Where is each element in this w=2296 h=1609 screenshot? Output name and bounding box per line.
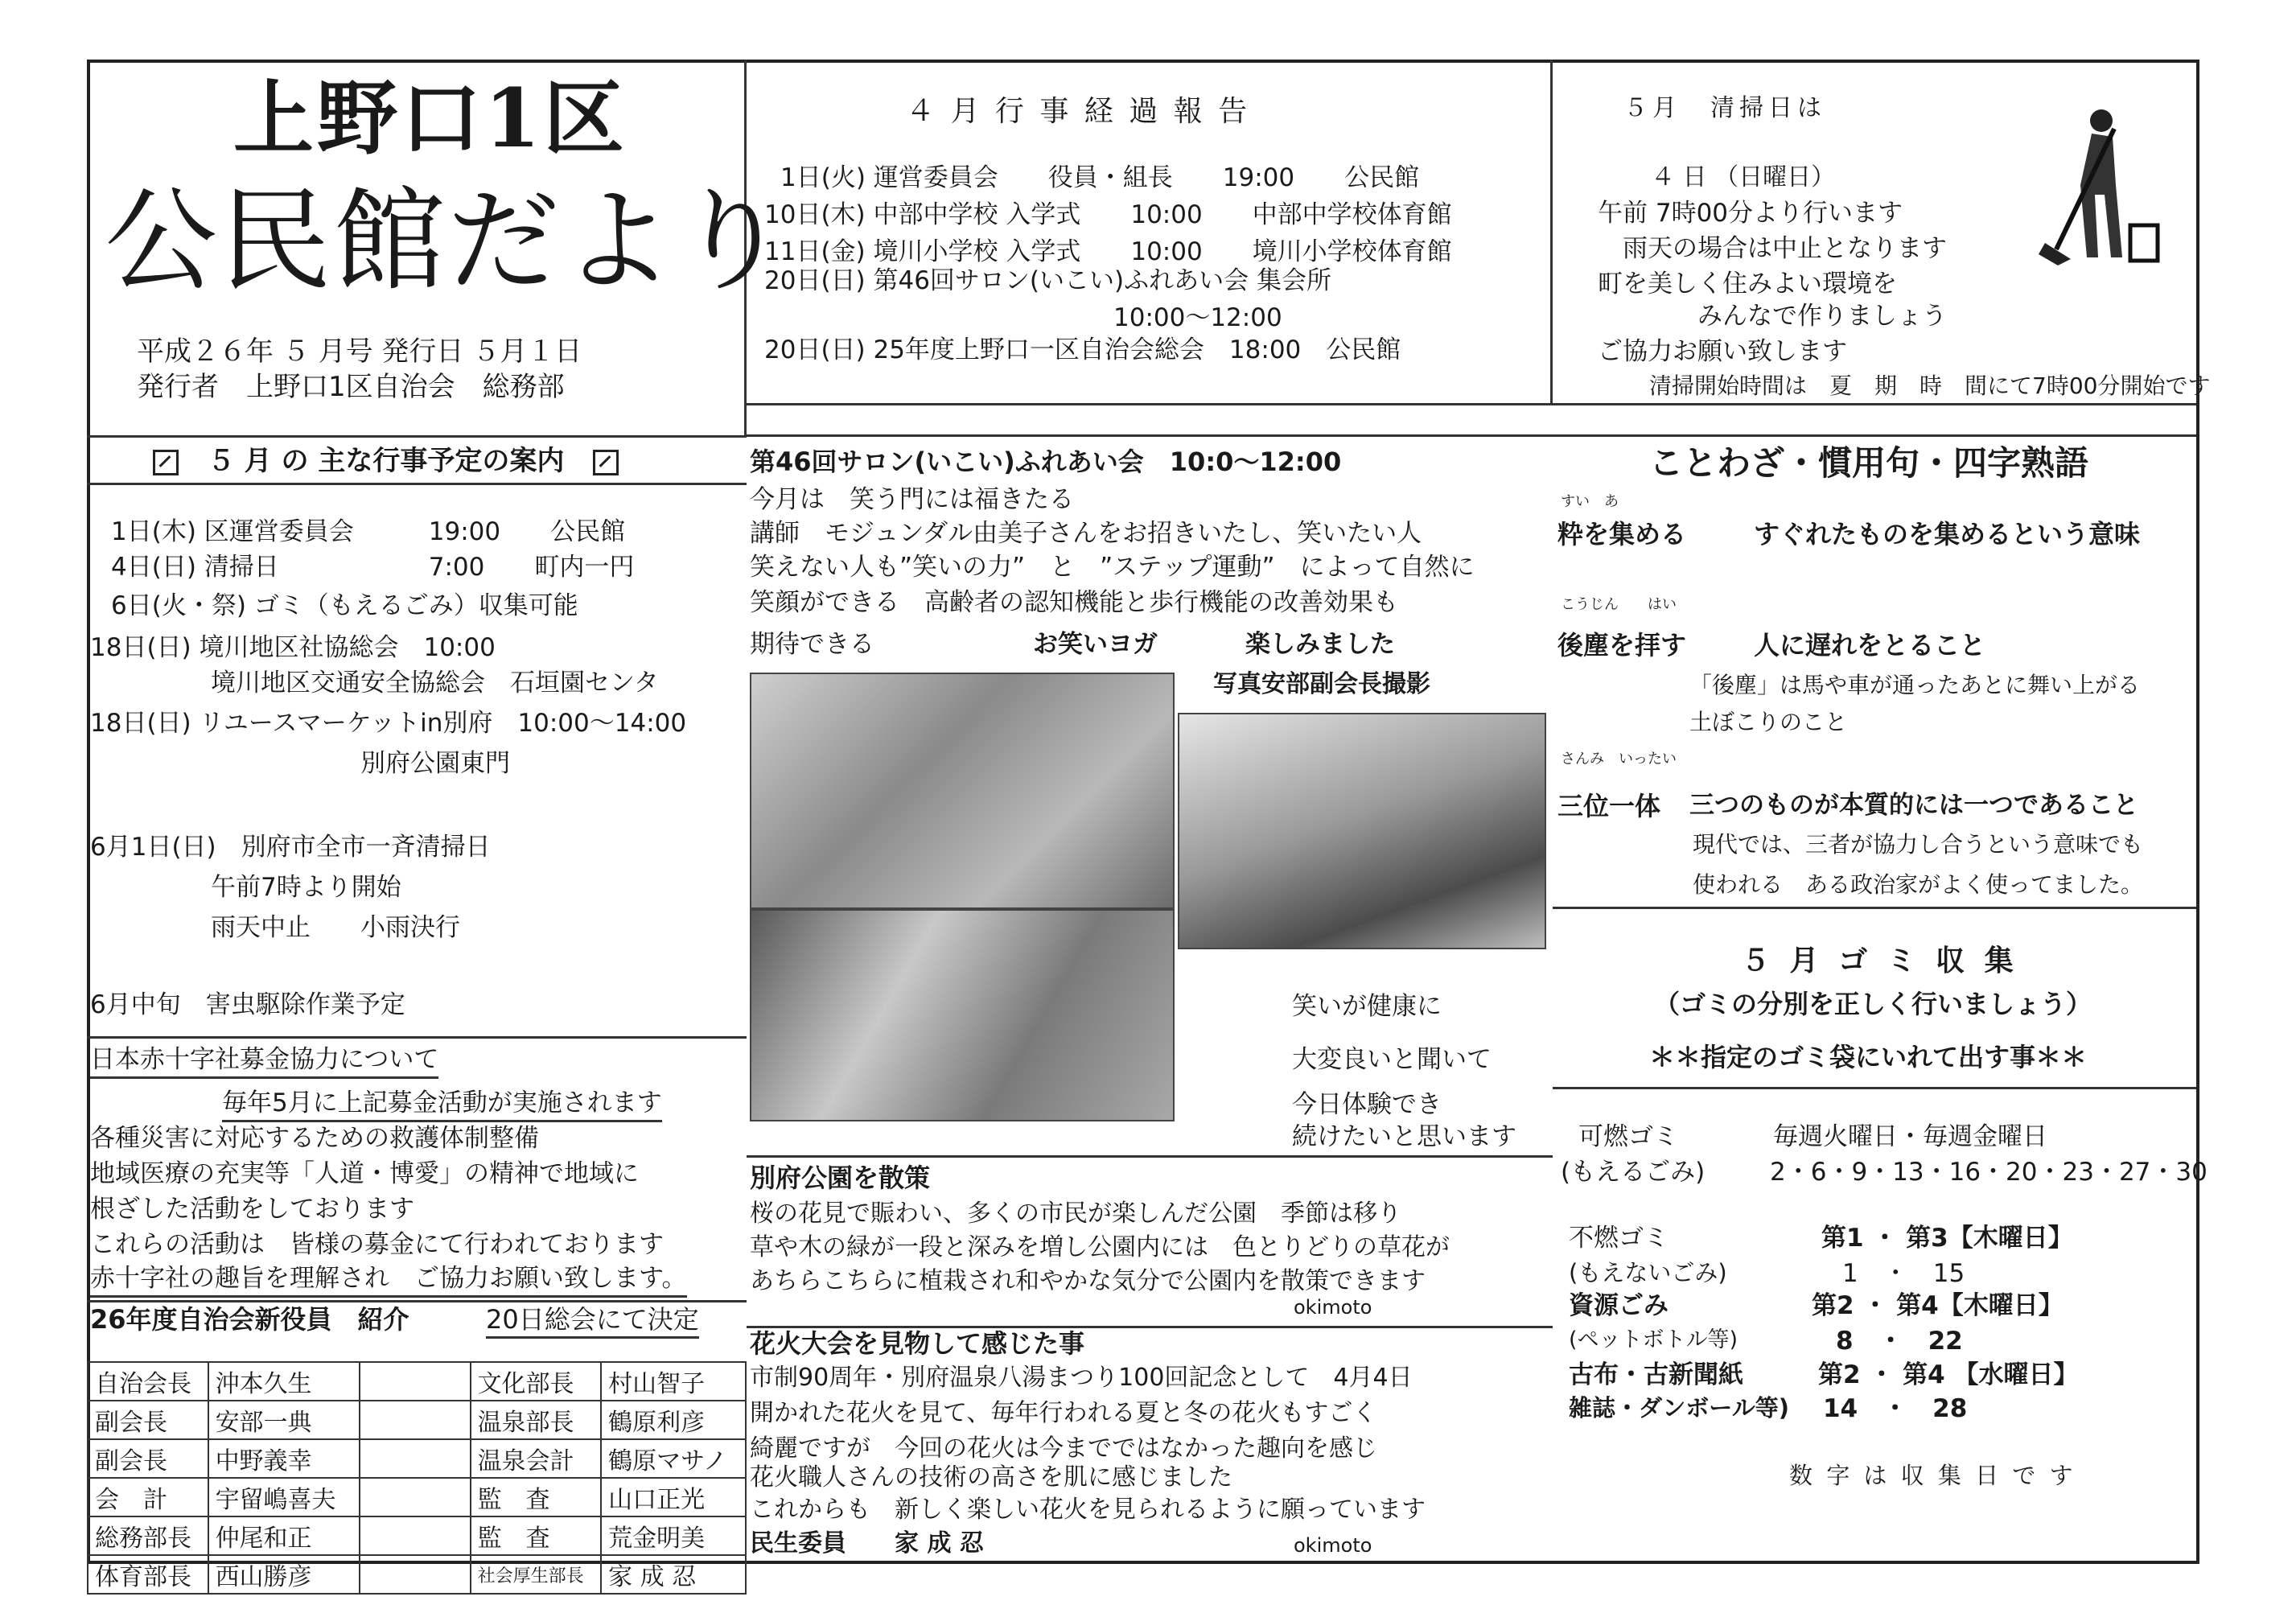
officer-role: 会 計 <box>88 1478 208 1516</box>
officer-role: 総務部長 <box>88 1516 208 1555</box>
park-title: 別府公園を散策 <box>750 1163 931 1193</box>
event-item: 境川地区交通安全協総会 石垣園センタ <box>161 669 659 698</box>
officer-row <box>88 1478 746 1516</box>
park-author: okimoto <box>1294 1296 1372 1319</box>
event-item: 別府公園東門 <box>161 749 510 778</box>
proverb-note: 「後塵」は馬や車が通ったあとに舞い上がる <box>1689 672 2141 698</box>
salon-line: 笑えない人も”笑いの力” と ”ステップ運動” によって自然に <box>750 553 1475 582</box>
proverb-word: 粋を集める <box>1557 519 1687 549</box>
title-line2: 公民館だより <box>105 176 791 307</box>
officers-divider <box>87 1300 747 1302</box>
fireworks-footer: 民生委員 家 成 忍 <box>750 1529 984 1558</box>
officers-table <box>87 1361 747 1595</box>
park-divider <box>747 1155 1553 1158</box>
officers-title: 26年度自治会新役員 紹介 <box>90 1304 409 1335</box>
june-item: 6月中旬 害虫駆除作業予定 <box>90 990 405 1019</box>
officer-row <box>88 1555 746 1594</box>
proverb-note: 使われる ある政治家がよく使ってました。 <box>1693 871 2144 898</box>
april-report-title: ４ 月 行 事 経 過 報 告 <box>906 95 1251 128</box>
fireworks-author: okimoto <box>1294 1534 1372 1557</box>
events-heading-text: ５ 月 の 主な行事予定の案内 <box>207 445 565 477</box>
salon-comment: 大変良いと聞いて <box>1292 1045 1492 1074</box>
burnable-label: 可燃ゴミ <box>1578 1122 1678 1151</box>
redcross-line: 地域医療の充実等「人道・博愛」の精神で地域に <box>90 1159 639 1188</box>
salon-line-last-a: 期待できる <box>750 630 874 659</box>
officer-spacer <box>360 1555 471 1594</box>
officer-name: 宇留嶋喜夫 <box>208 1478 360 1516</box>
officer-role: 体育部長 <box>88 1555 208 1594</box>
officer-name: 中野義幸 <box>208 1439 360 1478</box>
june-item: 雨天中止 小雨決行 <box>161 913 460 942</box>
fireworks-title: 花火大会を見物して感じた事 <box>750 1328 1085 1359</box>
nonburn-label: 不燃ゴミ <box>1569 1224 1669 1253</box>
fireworks-line: 綺麗ですが 今回の花火は今までではなかった趣向を感じ <box>750 1434 1377 1463</box>
proverb-ruby: すい あ <box>1561 493 1619 510</box>
cleaning-date: ４ 日 （日曜日） <box>1651 163 1836 191</box>
nonburn-sub: (もえないごみ) <box>1569 1259 1727 1286</box>
officer-name: 家 成 忍 <box>601 1555 746 1594</box>
title-line1: 上野口1区 <box>233 71 627 166</box>
redcross-line: これらの活動は 皆様の募金にて行われております <box>90 1230 664 1259</box>
cloth-label: 古布・古新聞紙 <box>1569 1360 1743 1389</box>
garbage-footer: 数 字 は 収 集 日 で す <box>1789 1462 2076 1489</box>
officer-spacer <box>360 1516 471 1555</box>
resource-label: 資源ごみ <box>1569 1291 1669 1320</box>
april-report-line: 10日(木) 中部中学校 入学式 10:00 中部中学校体育館 <box>764 200 1452 229</box>
fireworks-line: 花火職人さんの技術の高さを肌に感じました <box>750 1463 1232 1492</box>
checkbox-icon <box>593 450 619 475</box>
resource-days: 第2 ・ 第4【木曜日】 <box>1812 1291 2064 1320</box>
park-line: 草や木の緑が一段と深みを増し公園内には 色とりどりの草花が <box>750 1233 1450 1261</box>
cleaning-line: 町を美しく住みよい環境を <box>1598 270 1897 298</box>
event-item: 1日(木) 区運営委員会 19:00 公民館 <box>111 517 626 546</box>
proverb-meaning: 人に遅れをとること <box>1754 630 1986 660</box>
resource-dates: 8 ・ 22 <box>1836 1327 1963 1356</box>
officer-spacer <box>360 1401 471 1439</box>
cleaning-line: みんなで作りましょう <box>1598 302 1947 331</box>
redcross-line: 赤十字社の趣旨を理解され ご協力お願い致します。 <box>90 1265 687 1298</box>
garbage-notice: ＊＊指定のゴミ袋にいれて出す事＊＊ <box>1649 1042 2088 1072</box>
officer-name: 鶴原マサノ <box>601 1439 746 1478</box>
event-item: 6日(火・祭) ゴミ（もえるごみ）収集可能 <box>111 591 578 620</box>
bucket <box>2130 225 2158 261</box>
fireworks-line: 市制90周年・別府温泉八湯まつり100回記念として 4月4日 <box>750 1364 1413 1392</box>
burnable-days: 毎週火曜日・毎週金曜日 <box>1773 1122 2047 1151</box>
events-heading <box>153 446 619 477</box>
officer-role: 社会厚生部長 <box>471 1555 602 1594</box>
officer-role: 自治会長 <box>88 1362 208 1401</box>
officer-role: 温泉部長 <box>471 1401 602 1439</box>
april-report-line: 20日(日) 第46回サロン(いこい)ふれあい会 集会所 <box>764 266 1331 295</box>
officer-spacer <box>360 1362 471 1401</box>
salon-photo-2 <box>1178 713 1546 949</box>
officer-name: 安部一典 <box>208 1401 360 1439</box>
officer-role: 監 査 <box>471 1516 602 1555</box>
redcross-line: 根ざした活動をしております <box>90 1195 414 1224</box>
officers-note: 20日総会にて決定 <box>486 1305 699 1339</box>
fireworks-line: これからも 新しく楽しい花火を見られるように願っています <box>750 1496 1426 1524</box>
salon-line: 今月は 笑う門には福きたる <box>750 485 1074 514</box>
broom-head <box>2039 243 2071 265</box>
proverb-word: 三位一体 <box>1557 791 1661 821</box>
salon-photo-3 <box>750 909 1175 1121</box>
cleaning-title: ５月 清掃日は <box>1623 94 1826 122</box>
burnable-sub: (もえるごみ) <box>1561 1158 1706 1187</box>
officer-name: 西山勝彦 <box>208 1555 360 1594</box>
garbage-title: ５ 月 ゴ ミ 収 集 <box>1741 944 2018 977</box>
officer-role: 副会長 <box>88 1439 208 1478</box>
officer-spacer <box>360 1439 471 1478</box>
salon-comment: 笑いが健康に <box>1292 992 1442 1021</box>
cloth-dates: 14 ・ 28 <box>1823 1394 1968 1423</box>
salon-top-line <box>747 434 1553 437</box>
cleaning-line: 雨天の場合は中止となります <box>1598 234 1947 263</box>
officer-role: 文化部長 <box>471 1362 602 1401</box>
officer-name: 山口正光 <box>601 1478 746 1516</box>
proverb-note: 現代では、三者が協力し合うという意味でも <box>1693 831 2144 858</box>
proverb-meaning: 三つのものが本質的には一つであること <box>1689 791 2138 820</box>
officer-role: 温泉会計 <box>471 1439 602 1478</box>
cloth-sub: 雑誌・ダンボール等) <box>1569 1394 1789 1422</box>
officer-role: 副会長 <box>88 1401 208 1439</box>
proverbs-title: ことわざ・慣用句・四字熟語 <box>1649 443 2089 483</box>
redcross-title: 日本赤十字社募金協力について <box>90 1046 438 1079</box>
april-report-line: 11日(金) 境川小学校 入学式 10:00 境川小学校体育館 <box>764 237 1452 266</box>
salon-line-last-c: 楽しみました <box>1245 630 1395 659</box>
event-item: 18日(日) リユースマーケットin別府 10:00〜14:00 <box>90 709 687 738</box>
proverb-word: 後塵を拝す <box>1557 630 1687 660</box>
officer-row <box>88 1439 746 1478</box>
event-item: 4日(日) 清掃日 7:00 町内一円 <box>111 553 635 582</box>
sweeper-illustration <box>2034 105 2162 274</box>
april-report-line: 1日(火) 運営委員会 役員・組長 19:00 公民館 <box>780 163 1420 192</box>
june-item: 6月1日(日) 別府市全市一斉清掃日 <box>90 833 491 862</box>
cleaning-line: ご協力お願い致します <box>1598 337 1847 366</box>
park-line: あちらこちらに植栽され和やかな気分で公園内を散策できます <box>750 1267 1426 1295</box>
checkbox-icon <box>153 450 179 475</box>
officer-row <box>88 1516 746 1555</box>
officer-row <box>88 1401 746 1439</box>
salon-line: 講師 モジュンダル由美子さんをお招きいたし、笑いたい人 <box>750 519 1422 548</box>
publisher: 発行者 上野口1区自治会 総務部 <box>137 371 565 403</box>
officer-name: 荒金明美 <box>601 1516 746 1555</box>
nonburn-dates: 1 ・ 15 <box>1842 1259 1965 1288</box>
redcross-line: 毎年5月に上記募金活動が実施されます <box>222 1089 662 1122</box>
salon-comment: 続けたいと思います <box>1292 1122 1516 1151</box>
officer-spacer <box>360 1478 471 1516</box>
april-report-line: 20日(日) 25年度上野口一区自治会総会 18:00 公民館 <box>764 335 1401 364</box>
officer-name: 鶴原利彦 <box>601 1401 746 1439</box>
cleaning-footer: 清掃開始時間は 夏 期 時 間にて7時00分開始です <box>1649 372 2211 399</box>
officer-name: 村山智子 <box>601 1362 746 1401</box>
fireworks-line: 開かれた花火を見て、毎年行われる夏と冬の花火もすごく <box>750 1399 1377 1427</box>
salon-comment: 今日体験でき <box>1292 1090 1442 1119</box>
events-divider <box>87 483 747 485</box>
photo-credit: 写真安部副会長撮影 <box>1213 670 1430 698</box>
officer-row <box>88 1362 746 1401</box>
salon-title: 第46回サロン(いこい)ふれあい会 10:0〜12:00 <box>750 446 1342 477</box>
april-report-line: 10:00〜12:00 <box>764 303 1282 332</box>
salon-line: 笑顔ができる 高齢者の認知機能と歩行機能の改善効果も <box>750 588 1398 617</box>
resource-sub: (ペットボトル等) <box>1569 1327 1738 1352</box>
cloth-days: 第2 ・ 第4 【水曜日】 <box>1818 1360 2079 1389</box>
nonburn-days: 第1 ・ 第3【木曜日】 <box>1821 1224 2073 1253</box>
officer-role: 監 査 <box>471 1478 602 1516</box>
garbage-subtitle: （ゴミの分別を正しく行いましょう） <box>1654 989 2092 1019</box>
park-line: 桜の花見で賑わい、多くの市民が楽しんだ公園 季節は移り <box>750 1200 1401 1228</box>
cleaning-line: 午前 7時00分より行います <box>1598 199 1903 228</box>
proverb-meaning: すぐれたものを集めるという意味 <box>1754 519 2141 549</box>
issue-date: 平成２６年 ５ 月号 発行日 ５月１日 <box>137 335 582 368</box>
proverb-ruby: こうじん はい <box>1561 596 1677 613</box>
june-item: 午前7時より開始 <box>161 873 401 902</box>
redcross-line: 各種災害に対応するための救護体制整備 <box>90 1124 539 1153</box>
sweeper-head <box>2090 109 2113 132</box>
salon-photo-1 <box>750 673 1175 909</box>
salon-line-last-b: お笑いヨガ <box>1033 630 1158 659</box>
proverb-note: 土ぼこりのこと <box>1689 709 1848 735</box>
burnable-dates: 2・6・9・13・16・20・23・27・30 <box>1770 1158 2208 1187</box>
event-item: 18日(日) 境川地区社協総会 10:00 <box>90 633 496 662</box>
officer-name: 沖本久生 <box>208 1362 360 1401</box>
redcross-divider <box>87 1036 747 1039</box>
officer-name: 仲尾和正 <box>208 1516 360 1555</box>
proverb-ruby: さんみ いったい <box>1561 751 1677 767</box>
